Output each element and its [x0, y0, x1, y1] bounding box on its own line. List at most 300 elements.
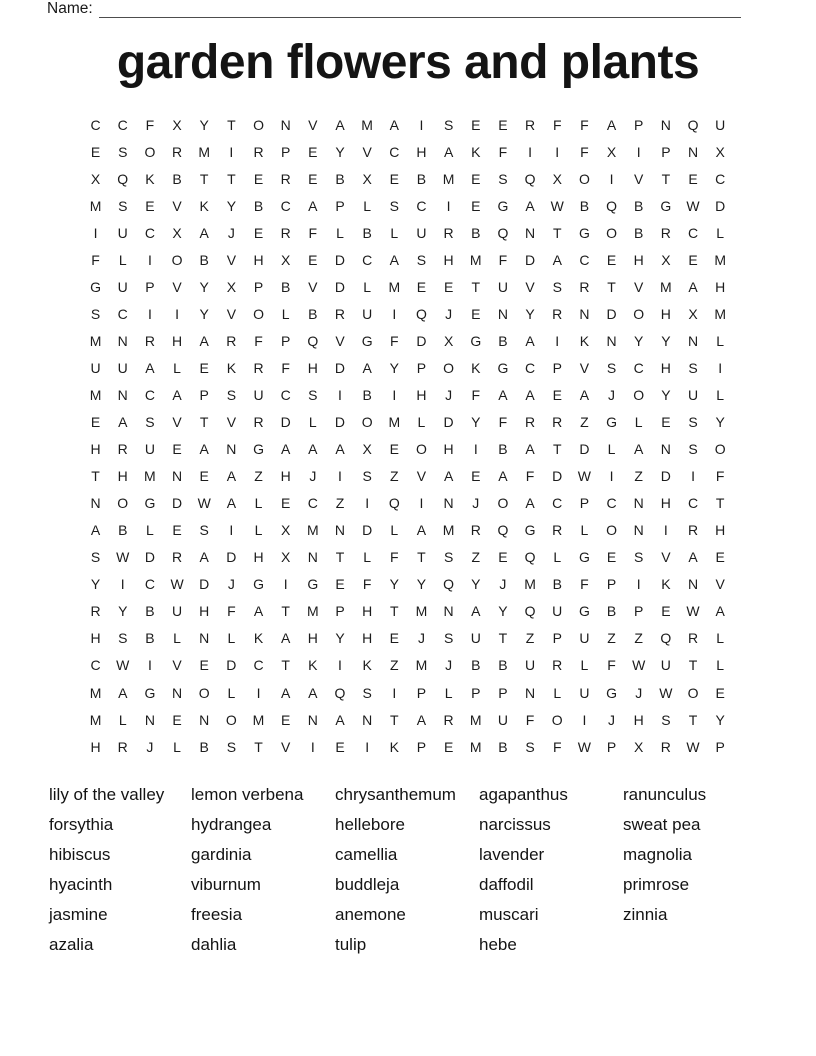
- grid-cell: P: [471, 684, 481, 701]
- grid-cell: L: [580, 522, 589, 539]
- grid-cell: J: [635, 684, 643, 701]
- grid-cell: F: [281, 359, 290, 376]
- grid-cell: N: [633, 522, 644, 539]
- grid-cell: L: [417, 414, 426, 431]
- grid-cell: L: [553, 684, 562, 701]
- grid-cell: Y: [389, 576, 399, 593]
- grid-cell: C: [389, 143, 400, 160]
- grid-cell: D: [660, 468, 671, 485]
- grid-cell: J: [608, 711, 616, 728]
- word-item: chrysanthemum: [335, 785, 456, 804]
- grid-cell: I: [446, 197, 451, 214]
- grid-cell: L: [173, 630, 181, 647]
- grid-cell: M: [89, 386, 102, 403]
- grid-cell: B: [335, 170, 345, 187]
- grid-cell: O: [253, 116, 264, 133]
- grid-cell: B: [118, 522, 128, 539]
- grid-cell: R: [525, 414, 536, 431]
- grid-cell: I: [310, 738, 315, 755]
- grid-cell: P: [416, 684, 427, 701]
- grid-cell: I: [663, 522, 668, 539]
- grid-cell: E: [335, 738, 345, 755]
- grid-cell: D: [606, 305, 617, 322]
- grid-cell: R: [117, 441, 128, 458]
- grid-cell: H: [90, 630, 101, 647]
- grid-cell: X: [281, 549, 291, 566]
- grid-cell: A: [389, 251, 399, 268]
- grid-cell: G: [144, 495, 156, 512]
- grid-cell: B: [199, 251, 209, 268]
- grid-cell: O: [416, 441, 427, 458]
- grid-cell: N: [687, 143, 699, 160]
- grid-cell: C: [687, 495, 699, 512]
- grid-cell: U: [416, 224, 427, 241]
- grid-cell: S: [118, 630, 128, 647]
- grid-cell: C: [687, 224, 699, 241]
- grid-cell: B: [308, 305, 318, 322]
- grid-cell: I: [283, 576, 288, 593]
- grid-cell: W: [197, 495, 211, 512]
- grid-cell: M: [714, 251, 726, 268]
- grid-cell: X: [226, 278, 237, 295]
- grid-cell: K: [362, 657, 372, 674]
- grid-cell: V: [579, 359, 590, 376]
- grid-cell: N: [199, 630, 210, 647]
- grid-cell: F: [471, 386, 481, 403]
- grid-cell: N: [171, 684, 183, 701]
- grid-cell: G: [497, 359, 509, 376]
- grid-cell: F: [362, 576, 372, 593]
- grid-cell: X: [281, 522, 291, 539]
- grid-cell: P: [634, 603, 644, 620]
- grid-cell: A: [443, 143, 454, 160]
- grid-cell: X: [661, 251, 671, 268]
- grid-cell: M: [660, 278, 672, 295]
- grid-cell: V: [308, 116, 318, 133]
- grid-cell: I: [392, 305, 397, 322]
- grid-cell: X: [634, 738, 644, 755]
- grid-cell: G: [660, 197, 672, 214]
- grid-cell: A: [172, 386, 182, 403]
- grid-cell: A: [308, 441, 318, 458]
- grid-cell: G: [144, 684, 156, 701]
- grid-cell: D: [171, 495, 183, 512]
- grid-cell: U: [117, 278, 128, 295]
- grid-cell: R: [687, 630, 699, 647]
- grid-cell: C: [144, 576, 155, 593]
- grid-cell: A: [253, 603, 264, 620]
- grid-cell: T: [281, 657, 290, 674]
- grid-cell: L: [553, 549, 562, 566]
- grid-cell: I: [718, 359, 723, 376]
- grid-cell: Z: [607, 630, 616, 647]
- grid-cell: U: [117, 224, 128, 241]
- grid-cell: Z: [390, 657, 399, 674]
- grid-cell: L: [716, 224, 725, 241]
- grid-cell: M: [89, 711, 102, 728]
- grid-cell: W: [116, 657, 130, 674]
- grid-cell: R: [443, 224, 454, 241]
- word-item: viburnum: [191, 875, 261, 894]
- grid-cell: Q: [497, 522, 509, 539]
- grid-cell: A: [416, 522, 427, 539]
- grid-cell: D: [334, 251, 346, 268]
- grid-cell: P: [281, 143, 291, 160]
- word-item: primrose: [623, 875, 690, 894]
- grid-cell: T: [688, 657, 698, 674]
- grid-cell: U: [497, 278, 508, 295]
- grid-cell: T: [498, 630, 508, 647]
- grid-cell: S: [90, 549, 101, 566]
- grid-cell: B: [579, 197, 590, 214]
- grid-cell: V: [226, 251, 237, 268]
- grid-cell: T: [471, 278, 481, 295]
- grid-cell: Q: [307, 332, 319, 349]
- grid-cell: L: [308, 414, 317, 431]
- grid-cell: R: [253, 414, 264, 431]
- grid-cell: S: [443, 630, 454, 647]
- grid-cell: L: [716, 657, 725, 674]
- grid-cell: F: [552, 738, 562, 755]
- grid-cell: X: [362, 170, 372, 187]
- grid-cell: R: [144, 332, 155, 349]
- grid-cell: U: [253, 386, 264, 403]
- word-item: forsythia: [49, 815, 114, 834]
- grid-cell: L: [716, 386, 725, 403]
- grid-cell: N: [660, 116, 671, 133]
- grid-cell: E: [308, 143, 318, 160]
- grid-cell: C: [552, 495, 563, 512]
- grid-cell: R: [90, 603, 101, 620]
- grid-cell: M: [252, 711, 265, 728]
- grid-cell: Z: [471, 549, 481, 566]
- grid-cell: Y: [661, 332, 671, 349]
- grid-cell: P: [552, 359, 562, 376]
- grid-cell: L: [254, 495, 263, 512]
- grid-cell: T: [552, 441, 562, 458]
- grid-cell: A: [335, 116, 345, 133]
- grid-cell: Y: [525, 305, 535, 322]
- grid-cell: S: [118, 197, 128, 214]
- grid-cell: S: [552, 278, 562, 295]
- grid-cell: P: [498, 684, 508, 701]
- grid-cell: S: [443, 549, 454, 566]
- grid-cell: A: [389, 116, 399, 133]
- word-item: azalia: [49, 935, 94, 954]
- grid-cell: M: [306, 522, 319, 539]
- grid-cell: C: [633, 359, 644, 376]
- grid-cell: D: [334, 414, 346, 431]
- grid-cell: V: [172, 414, 182, 431]
- grid-cell: F: [525, 711, 535, 728]
- grid-cell: I: [691, 468, 695, 485]
- grid-cell: B: [552, 576, 562, 593]
- grid-cell: D: [579, 441, 590, 458]
- grid-cell: G: [253, 576, 264, 593]
- grid-cell: N: [307, 549, 318, 566]
- grid-cell: B: [498, 441, 508, 458]
- grid-cell: S: [606, 359, 617, 376]
- grid-cell: A: [226, 468, 237, 485]
- grid-cell: O: [633, 305, 645, 322]
- word-item: hellebore: [335, 815, 405, 834]
- grid-cell: N: [525, 684, 536, 701]
- grid-cell: A: [362, 359, 372, 376]
- grid-cell: H: [253, 251, 264, 268]
- grid-cell: L: [390, 224, 399, 241]
- grid-cell: I: [609, 468, 614, 485]
- grid-cell: T: [227, 170, 236, 187]
- grid-cell: T: [199, 170, 209, 187]
- grid-cell: Q: [416, 305, 427, 322]
- grid-cell: T: [607, 278, 616, 295]
- grid-cell: E: [199, 657, 209, 674]
- grid-cell: R: [660, 224, 671, 241]
- word-list-column: [479, 780, 623, 960]
- grid-cell: U: [660, 657, 671, 674]
- grid-cell: L: [444, 684, 453, 701]
- grid-cell: S: [688, 441, 698, 458]
- grid-cell: Y: [471, 414, 481, 431]
- grid-cell: U: [687, 386, 699, 403]
- grid-cell: E: [471, 468, 481, 485]
- grid-cell: M: [415, 603, 428, 620]
- grid-cell: G: [606, 414, 617, 431]
- grid-cell: M: [469, 251, 482, 268]
- grid-cell: B: [362, 224, 372, 241]
- grid-cell: E: [308, 251, 318, 268]
- grid-cell: B: [498, 657, 508, 674]
- word-item: anemone: [335, 905, 406, 924]
- grid-cell: H: [443, 441, 454, 458]
- grid-cell: R: [171, 143, 183, 160]
- grid-cell: F: [715, 468, 725, 485]
- grid-cell: K: [226, 359, 237, 376]
- grid-cell: W: [116, 549, 130, 566]
- grid-cell: K: [199, 197, 209, 214]
- grid-cell: A: [471, 603, 481, 620]
- grid-cell: E: [389, 630, 399, 647]
- grid-cell: V: [226, 305, 237, 322]
- grid-cell: M: [144, 468, 156, 485]
- grid-cell: R: [552, 414, 563, 431]
- grid-cell: A: [281, 441, 291, 458]
- grid-cell: F: [254, 332, 263, 349]
- grid-cell: X: [172, 116, 182, 133]
- word-item: dahlia: [191, 935, 237, 954]
- grid-cell: S: [498, 170, 508, 187]
- grid-cell: J: [227, 224, 235, 241]
- grid-cell: Y: [416, 576, 427, 593]
- grid-cell: T: [199, 414, 209, 431]
- grid-cell: U: [90, 359, 101, 376]
- grid-cell: N: [307, 711, 318, 728]
- grid-cell: F: [498, 143, 508, 160]
- grid-cell: G: [497, 197, 509, 214]
- grid-cell: G: [578, 549, 590, 566]
- grid-cell: S: [362, 468, 372, 485]
- grid-cell: F: [580, 576, 589, 593]
- grid-cell: D: [199, 576, 210, 593]
- grid-cell: R: [280, 224, 291, 241]
- grid-cell: S: [634, 549, 644, 566]
- grid-cell: A: [525, 386, 535, 403]
- grid-cell: B: [281, 278, 291, 295]
- grid-cell: B: [498, 332, 508, 349]
- grid-cell: N: [226, 441, 237, 458]
- word-item: daffodil: [479, 875, 534, 894]
- grid-cell: S: [226, 386, 237, 403]
- grid-cell: C: [416, 197, 427, 214]
- grid-cell: I: [609, 170, 614, 187]
- grid-cell: F: [525, 468, 535, 485]
- grid-cell: O: [497, 495, 509, 512]
- grid-cell: L: [716, 332, 725, 349]
- grid-cell: A: [606, 116, 617, 133]
- grid-cell: L: [634, 414, 643, 431]
- grid-cell: A: [498, 386, 508, 403]
- grid-cell: A: [525, 495, 535, 512]
- grid-cell: S: [688, 359, 698, 376]
- grid-cell: O: [633, 386, 645, 403]
- grid-cell: Z: [390, 468, 399, 485]
- grid-cell: W: [550, 197, 564, 214]
- grid-cell: A: [525, 197, 535, 214]
- grid-cell: B: [362, 386, 372, 403]
- grid-cell: L: [390, 522, 399, 539]
- word-list-column: [191, 780, 335, 960]
- grid-cell: A: [335, 441, 345, 458]
- grid-cell: I: [636, 576, 641, 593]
- grid-cell: C: [715, 170, 726, 187]
- grid-cell: H: [633, 711, 644, 728]
- word-item: lavender: [479, 845, 545, 864]
- grid-cell: J: [445, 305, 453, 322]
- grid-cell: L: [580, 657, 589, 674]
- grid-cell: I: [473, 441, 478, 458]
- grid-cell: J: [472, 495, 480, 512]
- grid-cell: S: [416, 251, 427, 268]
- grid-cell: E: [308, 170, 318, 187]
- grid-cell: O: [687, 684, 699, 701]
- grid-cell: I: [528, 143, 533, 160]
- grid-cell: I: [175, 305, 179, 322]
- grid-cell: G: [307, 576, 319, 593]
- grid-cell: U: [117, 359, 128, 376]
- grid-cell: H: [171, 332, 183, 349]
- grid-cell: E: [688, 170, 698, 187]
- grid-cell: F: [390, 332, 399, 349]
- grid-cell: F: [498, 414, 508, 431]
- name-row: [47, 0, 741, 18]
- grid-cell: H: [307, 359, 318, 376]
- grid-cell: R: [117, 738, 128, 755]
- grid-cell: Q: [524, 549, 536, 566]
- grid-cell: O: [606, 224, 617, 241]
- word-item: lily of the valley: [49, 785, 165, 804]
- grid-cell: A: [226, 495, 237, 512]
- word-item: jasmine: [49, 905, 108, 924]
- grid-cell: T: [417, 549, 426, 566]
- grid-cell: D: [552, 468, 563, 485]
- word-item: zinnia: [623, 905, 668, 924]
- grid-cell: C: [90, 116, 101, 133]
- grid-cell: T: [335, 549, 345, 566]
- word-item: camellia: [335, 845, 398, 864]
- grid-cell: E: [416, 278, 427, 295]
- grid-cell: T: [91, 468, 100, 485]
- grid-cell: C: [579, 251, 590, 268]
- grid-cell: X: [715, 143, 725, 160]
- grid-cell: V: [335, 332, 345, 349]
- grid-cell: E: [443, 738, 454, 755]
- grid-cell: L: [227, 684, 236, 701]
- grid-cell: G: [606, 684, 617, 701]
- grid-cell: E: [471, 197, 481, 214]
- grid-cell: U: [171, 603, 183, 620]
- grid-cell: N: [687, 332, 699, 349]
- grid-cell: D: [416, 332, 427, 349]
- grid-cell: H: [715, 522, 726, 539]
- grid-cell: E: [281, 711, 291, 728]
- grid-cell: J: [445, 657, 453, 674]
- grid-cell: W: [686, 603, 700, 620]
- grid-cell: C: [144, 386, 155, 403]
- grid-cell: V: [661, 549, 671, 566]
- grid-cell: M: [442, 522, 455, 539]
- grid-cell: M: [524, 576, 536, 593]
- grid-cell: E: [661, 414, 671, 431]
- grid-cell: A: [688, 549, 698, 566]
- grid-cell: C: [280, 386, 291, 403]
- grid-cell: E: [606, 549, 617, 566]
- grid-cell: R: [171, 549, 183, 566]
- grid-cell: N: [579, 305, 590, 322]
- grid-cell: P: [335, 603, 345, 620]
- grid-cell: V: [172, 657, 182, 674]
- grid-cell: G: [361, 332, 373, 349]
- grid-cell: B: [634, 197, 644, 214]
- grid-cell: F: [607, 657, 616, 674]
- grid-cell: L: [336, 224, 344, 241]
- grid-cell: C: [253, 657, 264, 674]
- grid-cell: B: [471, 657, 481, 674]
- grid-cell: P: [579, 495, 590, 512]
- grid-cell: X: [90, 170, 101, 187]
- grid-cell: F: [498, 251, 508, 268]
- grid-cell: M: [388, 278, 401, 295]
- grid-cell: M: [306, 603, 319, 620]
- grid-cell: A: [145, 359, 155, 376]
- grid-cell: N: [117, 332, 128, 349]
- grid-cell: O: [171, 251, 183, 268]
- grid-cell: F: [227, 603, 236, 620]
- grid-cell: V: [226, 414, 237, 431]
- grid-cell: P: [253, 278, 264, 295]
- grid-cell: J: [146, 738, 154, 755]
- grid-cell: W: [577, 738, 591, 755]
- grid-cell: H: [362, 603, 373, 620]
- grid-cell: M: [388, 414, 401, 431]
- grid-cell: P: [715, 738, 725, 755]
- grid-cell: B: [145, 630, 155, 647]
- grid-cell: H: [90, 441, 101, 458]
- word-list: [49, 780, 767, 960]
- grid-cell: Q: [524, 603, 536, 620]
- grid-cell: I: [338, 468, 342, 485]
- grid-cell: O: [144, 143, 156, 160]
- grid-cell: E: [90, 143, 101, 160]
